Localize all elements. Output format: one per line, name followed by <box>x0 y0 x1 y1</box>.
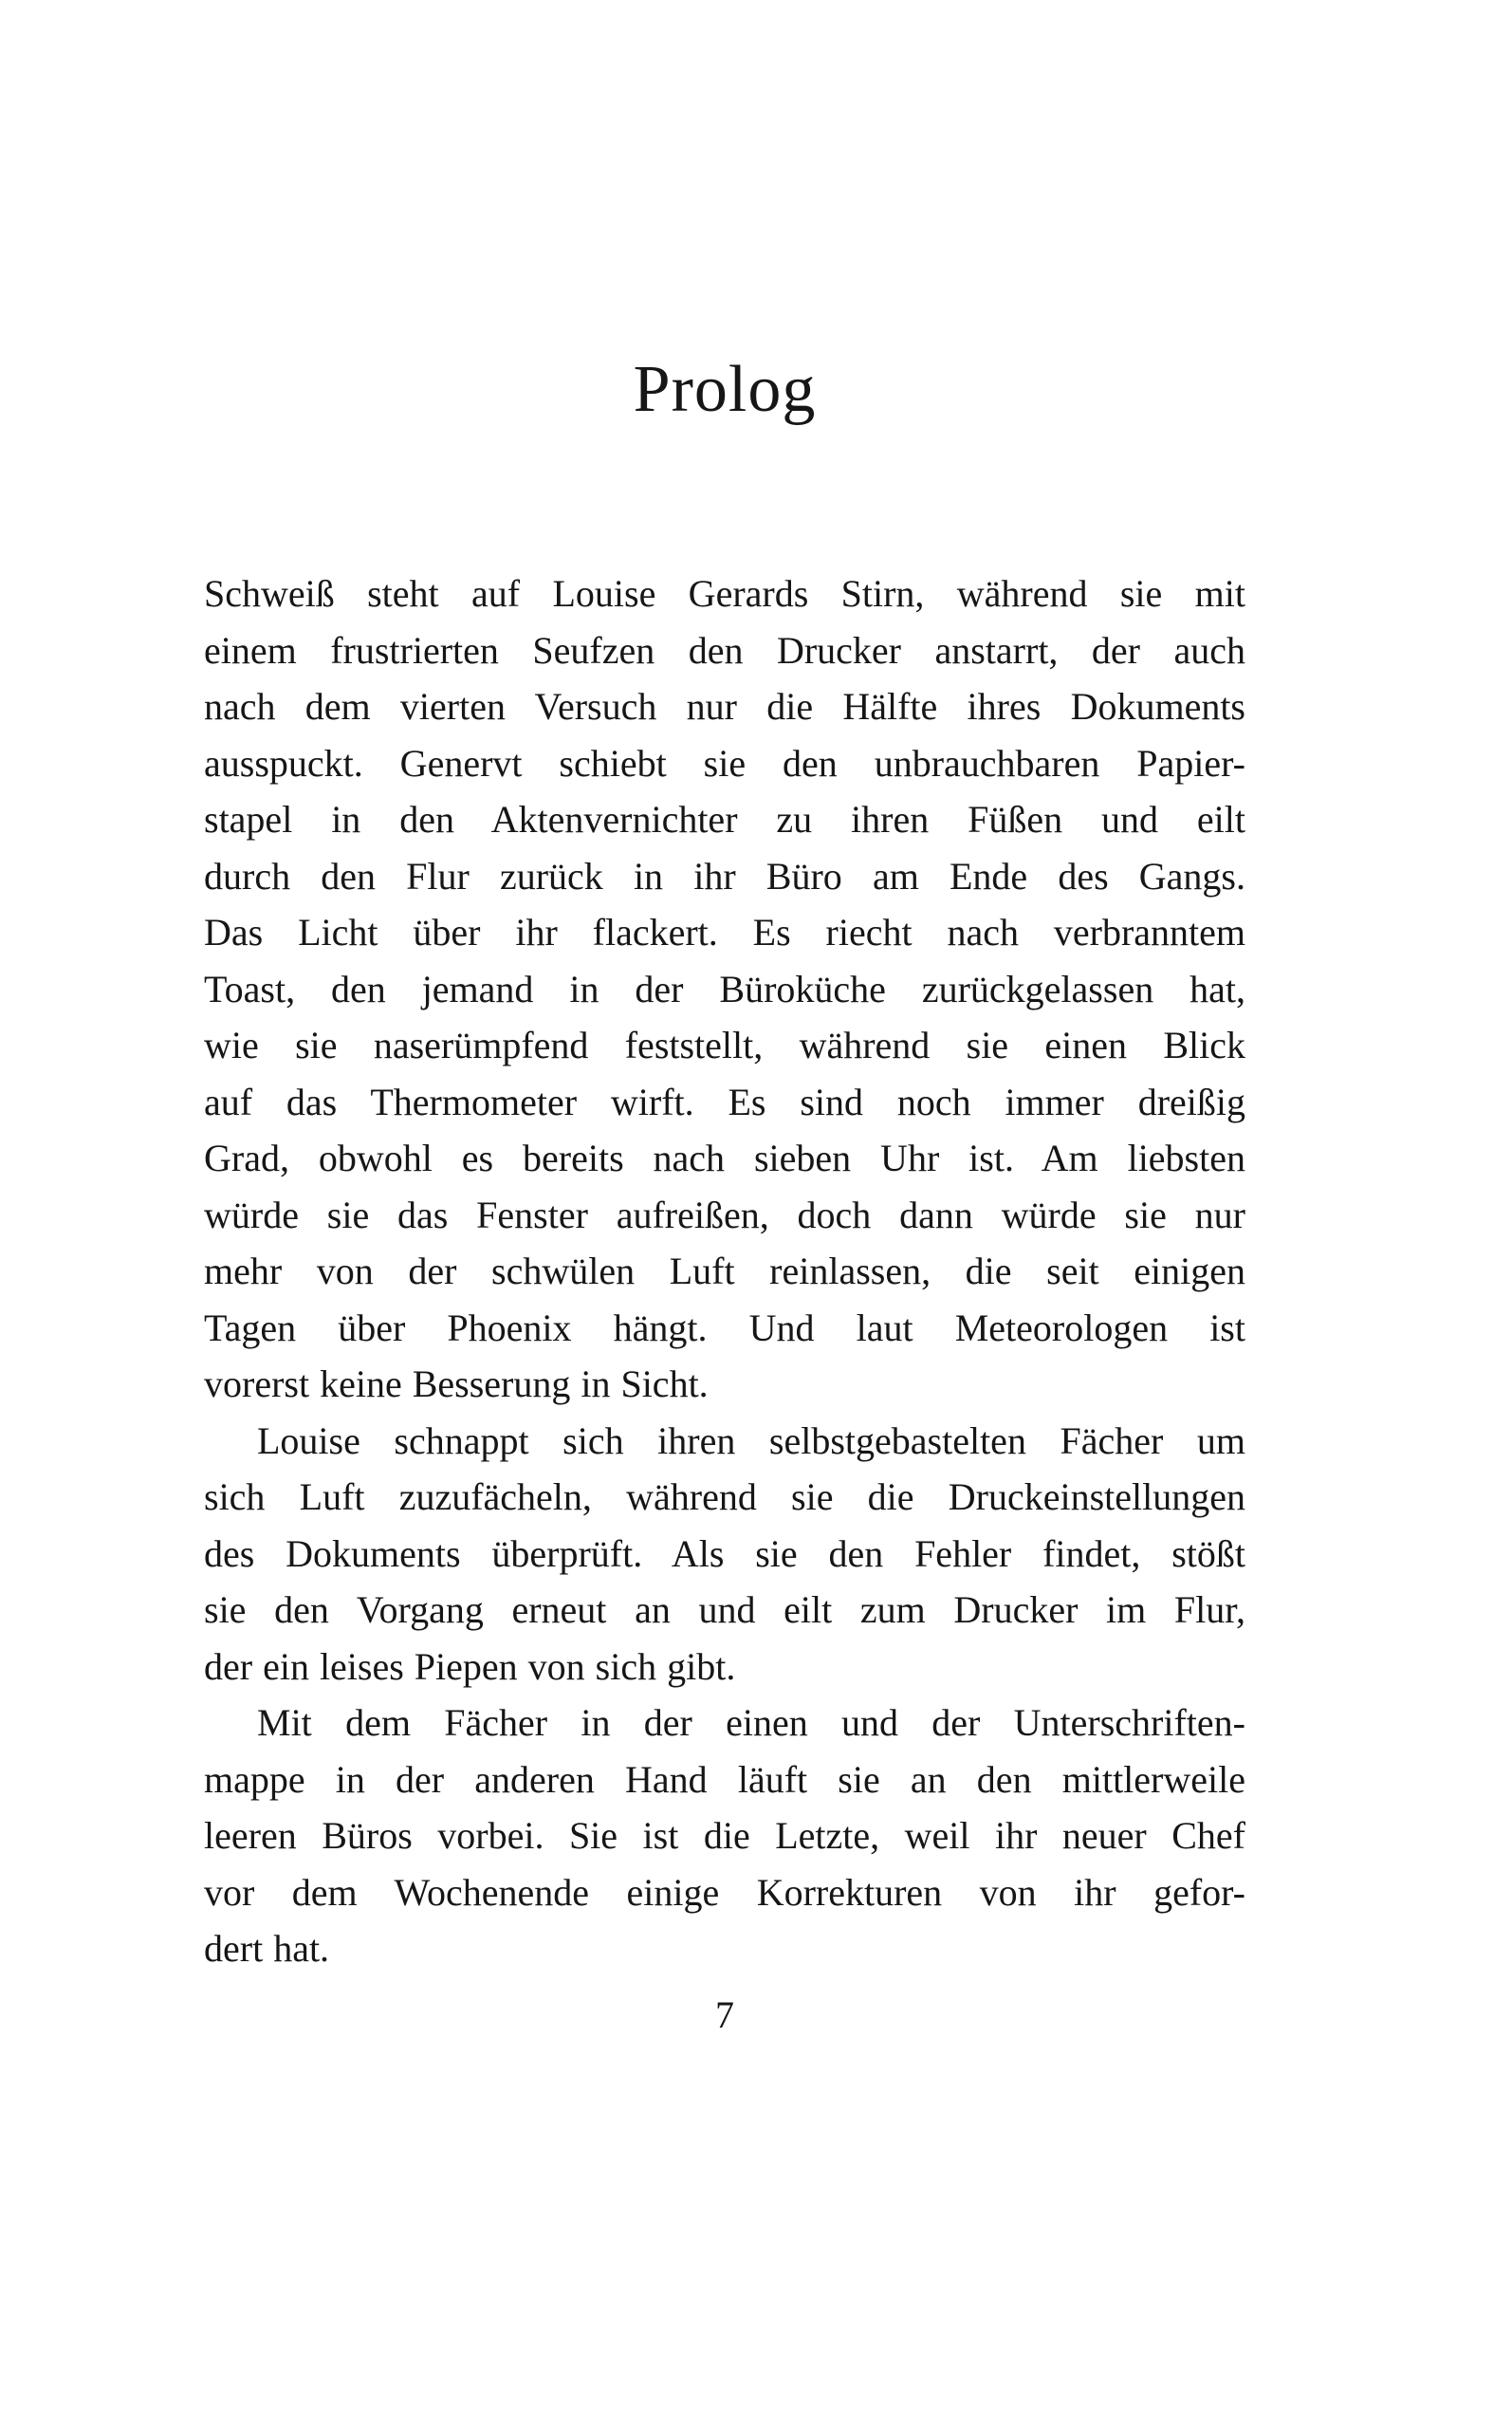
text-line: durch den Flur zurück in ihr Büro am Ende des Gangs. <box>204 854 1245 898</box>
text-line: Grad, obwohl es bereits nach sieben Uhr ist. Am liebsten <box>204 1137 1245 1179</box>
text-line: stapel in den Aktenvernichter zu ihren Füßen und eilt <box>204 798 1245 841</box>
text-line: auf das Thermometer wirft. Es sind noch immer dreißig <box>204 1080 1245 1123</box>
text-line: des Dokuments überprüft. Als sie den Fehler findet, stößt <box>204 1531 1245 1575</box>
text-line: sie den Vorgang erneut an und eilt zum Drucker im Flur, <box>204 1588 1245 1631</box>
text-line: Schweiß steht auf Louise Gerards Stirn, während sie mit <box>204 572 1245 615</box>
text-line: wie sie naserümpfend feststellt, während sie einen Blick <box>204 1024 1245 1066</box>
text-line: würde sie das Fenster aufreißen, doch dann würde sie nur <box>204 1193 1245 1236</box>
text-line: vor dem Wochenende einige Korrekturen von ihr gefor- <box>204 1870 1245 1914</box>
paragraph <box>204 1695 1245 1977</box>
paragraph <box>204 565 1245 1413</box>
paragraph <box>204 1413 1245 1696</box>
text-line: der ein leises Piepen von sich gibt. <box>204 1644 736 1688</box>
text-line: Louise schnappt sich ihren selbstgebastelten Fächer um <box>257 1418 1245 1462</box>
text-line: sich Luft zuzufächeln, während sie die Druckeinstellungen <box>204 1475 1245 1518</box>
text-line: mappe in der anderen Hand läuft sie an den mittlerweile <box>204 1757 1245 1801</box>
text-line: vorerst keine Besserung in Sicht. <box>204 1362 709 1405</box>
page-content <box>204 353 1245 2043</box>
body-text <box>204 565 1245 1977</box>
text-line: mehr von der schwülen Luft reinlassen, die seit einigen <box>204 1250 1245 1292</box>
text-line: Tagen über Phoenix hängt. Und laut Meteorologen ist <box>204 1306 1245 1349</box>
text-line: Das Licht über ihr flackert. Es riecht nach verbranntem <box>204 911 1245 954</box>
page-number: 7 <box>715 1992 734 2036</box>
text-line: ausspuckt. Genervt schiebt sie den unbrauchbaren Papier- <box>204 741 1245 785</box>
text-line: nach dem vierten Versuch nur die Hälfte ihres Dokuments <box>204 685 1245 728</box>
text-line: Toast, den jemand in der Büroküche zurückgelassen hat, <box>204 967 1245 1010</box>
text-line: leeren Büros vorbei. Sie ist die Letzte, weil ihr neuer Chef <box>204 1814 1245 1857</box>
text-line: dert hat. <box>204 1927 330 1970</box>
text-line: einem frustrierten Seufzen den Drucker anstarrt, der auch <box>204 628 1245 672</box>
text-line: Mit dem Fächer in der einen und der Unterschriften- <box>257 1701 1245 1744</box>
chapter-title: Prolog <box>633 353 817 426</box>
